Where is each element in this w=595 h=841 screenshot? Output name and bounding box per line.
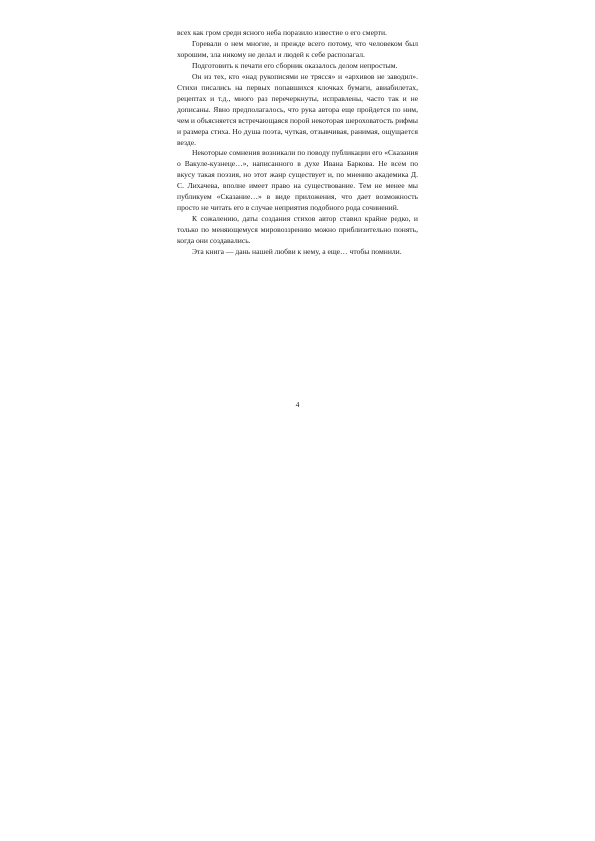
paragraph: Подготовить к печати его сборник оказалось делом непростым. <box>192 60 398 70</box>
page-number: 4 <box>295 400 300 409</box>
paragraph: всех как гром среди ясного неба поразило известие о его смерти. <box>177 28 387 37</box>
paragraph: Он из тех, кто «над рукописями не трясся» и «архивов не заводил». Стихи писались на первых попавшихся клочках бумаги, авиабилетах, рецептах и т.д., много раз перечеркнуты, исправлены, часто так и не дописаны. Явно предполагалось, что рука автора еще пройдется по ним, чем и объясняется встречающаяся порой некоторая шероховатость рифмы и размера стиха. Но душа поэта, чуткая, отзывчивая, ранимая, ощущается везде. <box>177 71 418 147</box>
paragraph: Некоторые сомнения возникали по поводу публикации его «Сказания о Вакуле-кузнеце…», написанного в духе Ивана Баркова. Не всем по вкусу такая поэзия, но этот жанр существует и, по мнению академика Д. С. Лихачева, вполне имеет право на существование. Тем не менее мы публикуем «Сказание…» в виде приложения, что дает возможность просто не читать его в случае неприятия подобного рода сочинений. <box>177 148 418 213</box>
paragraph: К сожалению, даты создания стихов автор ставил крайне редко, и только по меняющемуся мировоззрению можно приблизительно понять, когда они создавались. <box>177 214 418 246</box>
paragraph: Эта книга — дань нашей любви к нему, а еще… чтобы помнили. <box>192 247 402 257</box>
paragraph: Горевали о нем многие, и прежде всего потому, что человеком был хорошим, зла никому не делал и людей к себе располагал. <box>177 38 418 59</box>
body-text <box>177 28 418 258</box>
